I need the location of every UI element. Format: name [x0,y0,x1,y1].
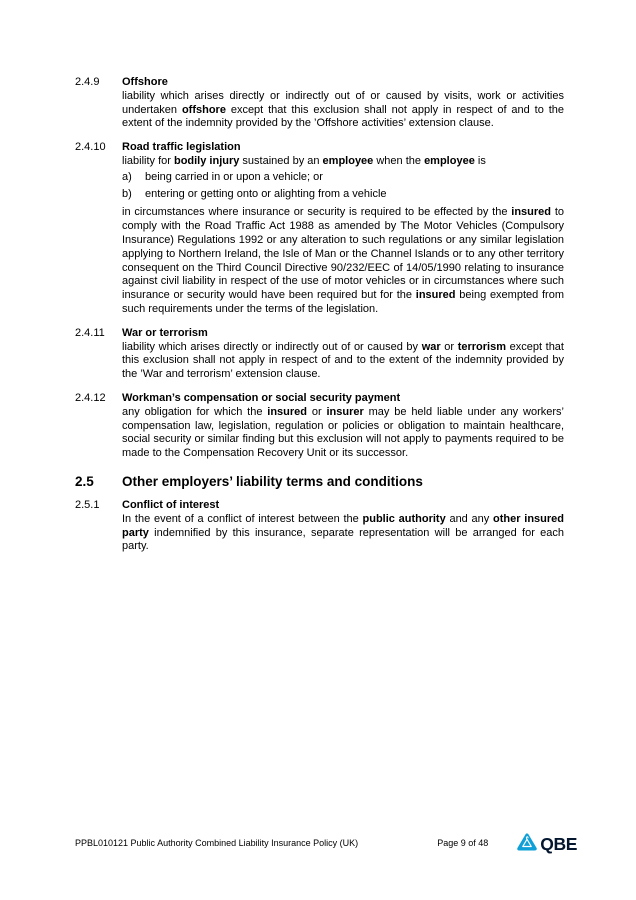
list-label: b) [122,187,132,200]
section-title: Offshore [122,76,168,88]
qbe-logo [517,833,577,854]
list-item-a [122,171,564,185]
section-paragraph: any obligation for which the insured or insurer may be held liable under any workers’ compensation law, legislation, regulation or policies or obligation to maintain healthcare, social security or similar finding but this exclusion will not apply to payments required to be made to the Compensation Recovery Unit or its successor. [122,405,564,460]
footer-page-number: Page 9 of 48 [437,838,489,848]
section-number: 2.5.1 [75,498,100,511]
section-2-5 [75,474,564,490]
section-2-5-1 [75,499,564,554]
policy-content [75,76,564,564]
section-title: Workman’s compensation or social security payment [122,391,401,404]
section-2-4-11 [75,327,564,382]
list-text: entering or getting onto or alighting from a vehicle [145,187,387,200]
page-footer [75,833,577,854]
list-label: a) [122,171,132,184]
footer-document-reference: PPBL010121 Public Authority Combined Liability Insurance Policy (UK) [75,838,359,848]
section-number: 2.4.10 [75,141,106,154]
qbe-logo-text: QBE [540,833,577,854]
section-title: Conflict of interest [122,498,220,511]
section-title: Other employers’ liability terms and conditions [122,473,423,489]
section-2-4-9 [75,76,564,131]
section-intro: liability for bodily injury sustained by an employee when the employee is [122,154,486,167]
section-paragraph: liability which arises directly or indirectly out of or caused by war or terrorism except that this exclusion shall not apply in respect of and to the extent of the indemnity provided by the ’War and terrorism’ extension clause. [122,340,564,381]
list-item-b [122,188,564,202]
section-number: 2.4.9 [75,76,100,88]
section-title: Road traffic legislation [122,141,241,154]
section-paragraph: in circumstances where insurance or security is required to be effected by the insured to comply with the Road Traffic Act 1988 as amended by The Motor Vehicles (Compulsory Insurance) Regulations 1992 or any alteration to such regulations or any similar legislation applying to Northern Ireland, the Isle of Man or the Channel Islands or to any other territory consequent on the Third Council Directive 90/232/EEC of 14/05/1990 relating to insurance against civil liability in respect of the use of motor vehicles or in circumstances where such insurance or security would have been required but for the insured being exempted from such requirements under the terms of the legislation. [122,206,565,315]
list-text: being carried in or upon a vehicle; or [145,171,323,184]
section-paragraph: In the event of a conflict of interest between the public authority and any other insured party indemnified by this insurance, separate representation will be arranged for each party. [122,512,565,553]
section-title: War or terrorism [122,326,208,339]
section-number: 2.4.11 [75,326,105,339]
qbe-emblem-icon [517,833,537,854]
section-number: 2.4.12 [75,391,106,404]
section-number: 2.5 [75,473,94,489]
section-2-4-12 [75,392,564,461]
section-paragraph: liability which arises directly or indirectly out of or caused by visits, work or activities undertaken offshore except that this exclusion shall not apply in respect of and to the extent of the indemnity provided by the ’Offshore activities’ extension clause. [122,89,564,130]
section-2-4-10 [75,141,564,317]
